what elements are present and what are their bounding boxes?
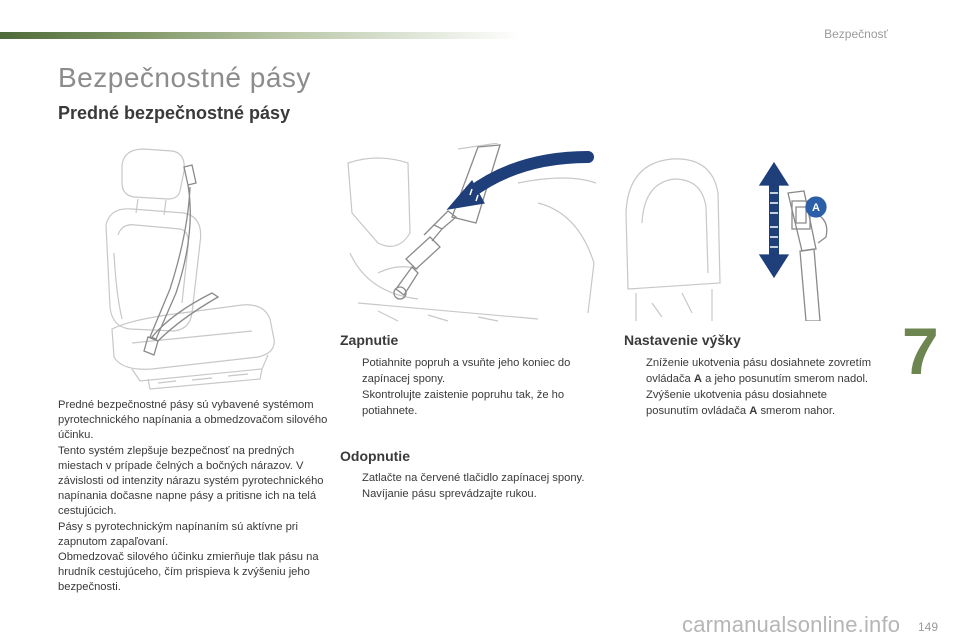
page-title: Bezpečnostné pásy — [58, 62, 311, 93]
list-item — [340, 355, 602, 387]
page-number: 149 — [917, 620, 938, 634]
nastavenie-list — [624, 355, 874, 419]
zapnutie-list — [340, 355, 602, 419]
intro-paragraph: Tento systém zlepšuje bezpečnosť na predných miestach v prípade čelných a bočných nárazov. V závislosti od intenzity nárazu systém pyrotechnického napínania dočasne napne pásy a pritisne ich na telá cestujúcich. — [58, 444, 324, 518]
list-item-text: Skontrolujte zaistenie popruhu tak, že ho potiahnete. — [362, 389, 565, 417]
list-item-text: smerom nahor. — [760, 405, 836, 417]
list-item-text: Potiahnite popruh a vsuňte jeho koniec do zapínacej spony. — [362, 357, 571, 385]
label-a: A — [812, 202, 820, 214]
intro-text — [58, 398, 328, 596]
intro-paragraph: Pásy s pyrotechnickým napínaním sú aktívne pri zapnutom zapaľovaní. — [58, 520, 299, 548]
list-item — [340, 486, 602, 502]
section-title: Predné bezpečnostné pásy — [58, 103, 291, 123]
zapnutie-heading: Zapnutie — [340, 332, 399, 348]
chapter-number: 7 — [902, 314, 939, 388]
odopnutie-heading: Odopnutie — [340, 448, 410, 464]
watermark: carmanualsonline.info — [682, 612, 901, 637]
seat-belt-illustration — [92, 143, 290, 393]
list-item — [624, 355, 874, 387]
control-key: A — [749, 405, 758, 417]
odopnutie-list — [340, 470, 602, 502]
list-item-text: Zvýšenie ukotvenia pásu dosiahnete posunutím ovládača — [646, 389, 827, 417]
control-key: A — [693, 373, 702, 385]
list-item-text: Zatlačte na červené tlačidlo zapínacej spony. — [362, 472, 585, 484]
buckle-illustration — [338, 143, 604, 323]
top-accent-bar — [0, 32, 520, 39]
list-item — [624, 387, 874, 419]
list-item-text: Zníženie ukotvenia pásu dosiahnete zovretím ovládača — [646, 357, 872, 385]
height-adjust-illustration — [622, 153, 832, 321]
nastavenie-heading: Nastavenie výšky — [624, 332, 741, 348]
list-item — [340, 387, 602, 419]
list-item — [340, 470, 602, 486]
intro-paragraph: Predné bezpečnostné pásy sú vybavené systémom pyrotechnického napínania a obmedzovačom silového účinku. — [58, 399, 328, 442]
intro-paragraph: Obmedzovač silového účinku zmierňuje tlak pásu na hrudník cestujúceho, čím prispieva k zvýšeniu jeho bezpečnosti. — [58, 551, 319, 594]
section-header: Bezpečnosť — [824, 27, 888, 41]
list-item-text: Navíjanie pásu sprevádzajte rukou. — [362, 488, 537, 500]
list-item-text: a jeho posunutím smerom nadol. — [705, 373, 869, 385]
